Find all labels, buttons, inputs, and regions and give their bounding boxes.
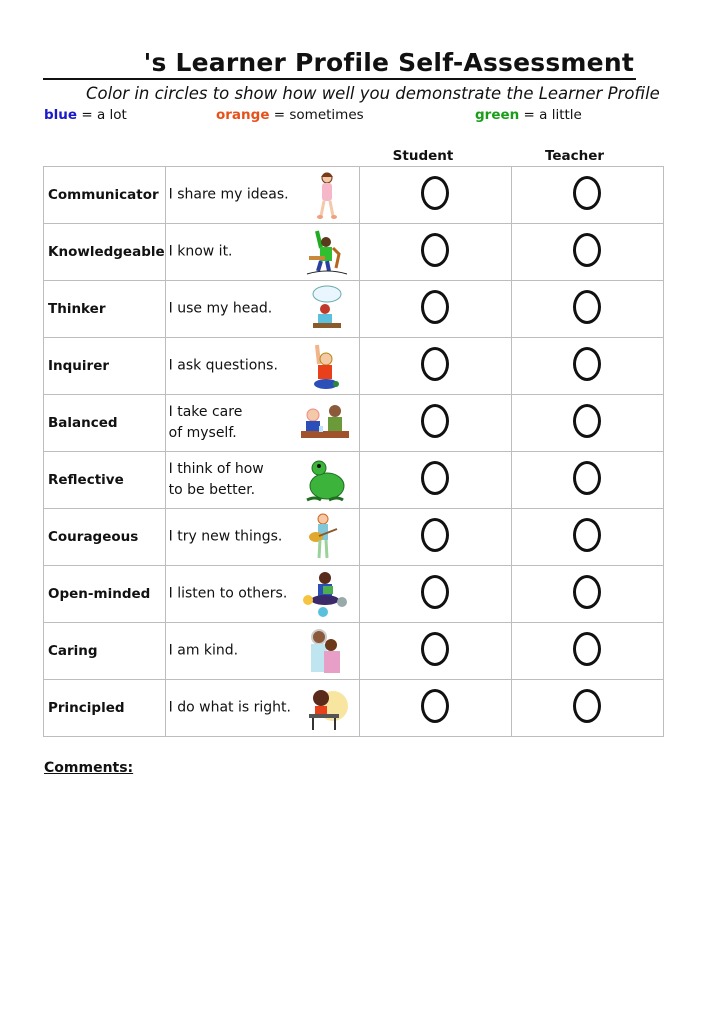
trait-description: I do what is right.	[168, 699, 291, 716]
legend-color-word: blue	[44, 107, 78, 123]
student-rating-circle[interactable]	[421, 632, 449, 666]
table-row	[44, 167, 664, 224]
trait-description-cell	[165, 623, 359, 680]
child-guitar-icon	[299, 513, 351, 562]
trait-description-cell	[165, 338, 359, 395]
description-line: I think of how	[168, 461, 264, 477]
student-rating-cell[interactable]	[359, 680, 511, 737]
student-rating-circle[interactable]	[421, 575, 449, 609]
trait-description-cell	[165, 680, 359, 737]
hugging-grandparent-icon	[299, 627, 351, 676]
trait-description: I am kind.	[168, 642, 239, 659]
legend-blue	[44, 107, 127, 123]
student-rating-circle[interactable]	[421, 404, 449, 438]
trait-description-cell	[165, 452, 359, 509]
story-time-group-icon	[299, 570, 351, 619]
teacher-rating-cell[interactable]	[511, 224, 663, 281]
legend-orange	[216, 107, 364, 123]
name-blank-line[interactable]	[43, 48, 636, 80]
student-rating-cell[interactable]	[359, 566, 511, 623]
trait-name: Principled	[44, 680, 166, 737]
trait-name: Caring	[44, 623, 166, 680]
legend-color-word: orange	[216, 107, 270, 123]
teacher-column-header: Teacher	[544, 148, 605, 164]
child-at-desk-icon	[299, 684, 351, 733]
teacher-rating-cell[interactable]	[511, 338, 663, 395]
teacher-rating-circle[interactable]	[573, 404, 601, 438]
teacher-rating-cell[interactable]	[511, 680, 663, 737]
table-row	[44, 452, 664, 509]
teacher-rating-cell[interactable]	[511, 452, 663, 509]
student-rating-cell[interactable]	[359, 167, 511, 224]
kids-eating-icon	[299, 399, 351, 448]
trait-name: Courageous	[44, 509, 166, 566]
trait-name: Open-minded	[44, 566, 166, 623]
description-line: I take care	[168, 404, 243, 420]
trait-description-cell	[165, 566, 359, 623]
student-rating-circle[interactable]	[421, 689, 449, 723]
trait-name: Communicator	[44, 167, 166, 224]
legend-meaning: = a little	[523, 107, 582, 123]
trait-description: I listen to others.	[168, 585, 288, 602]
student-column-header: Student	[392, 148, 454, 164]
teacher-rating-cell[interactable]	[511, 281, 663, 338]
girl-talking-icon	[299, 171, 351, 220]
student-rating-circle[interactable]	[421, 176, 449, 210]
trait-description-cell	[165, 395, 359, 452]
trait-name: Reflective	[44, 452, 166, 509]
teacher-rating-cell[interactable]	[511, 509, 663, 566]
legend-color-word: green	[475, 107, 520, 123]
table-row	[44, 224, 664, 281]
teacher-rating-circle[interactable]	[573, 461, 601, 495]
teacher-rating-circle[interactable]	[573, 518, 601, 552]
legend-green	[475, 107, 582, 123]
student-rating-cell[interactable]	[359, 452, 511, 509]
student-rating-cell[interactable]	[359, 281, 511, 338]
trait-name: Inquirer	[44, 338, 166, 395]
trait-description-cell	[165, 509, 359, 566]
trait-description	[169, 402, 243, 444]
learner-profile-table	[43, 166, 664, 737]
teacher-rating-circle[interactable]	[573, 575, 601, 609]
trait-description	[169, 459, 264, 501]
student-rating-cell[interactable]	[359, 509, 511, 566]
trait-description: I share my ideas.	[168, 186, 289, 203]
table-row	[44, 623, 664, 680]
trait-name: Knowledgeable	[44, 224, 166, 281]
student-raising-hand-at-desk-icon	[299, 228, 351, 277]
trait-description: I know it.	[168, 243, 233, 260]
trait-description: I use my head.	[168, 300, 273, 317]
teacher-rating-circle[interactable]	[573, 347, 601, 381]
student-rating-circle[interactable]	[421, 290, 449, 324]
description-line: of myself.	[168, 425, 237, 441]
student-rating-cell[interactable]	[359, 395, 511, 452]
trait-description: I try new things.	[168, 528, 283, 545]
legend-meaning: = a lot	[81, 107, 127, 123]
student-rating-circle[interactable]	[421, 461, 449, 495]
teacher-rating-cell[interactable]	[511, 623, 663, 680]
student-rating-circle[interactable]	[421, 347, 449, 381]
table-row	[44, 566, 664, 623]
trait-description-cell	[165, 167, 359, 224]
student-rating-circle[interactable]	[421, 233, 449, 267]
student-rating-circle[interactable]	[421, 518, 449, 552]
table-row	[44, 338, 664, 395]
teacher-rating-circle[interactable]	[573, 689, 601, 723]
table-row	[44, 509, 664, 566]
teacher-rating-circle[interactable]	[573, 233, 601, 267]
child-thinking-bubble-icon	[299, 285, 351, 334]
table-row	[44, 281, 664, 338]
table-row	[44, 395, 664, 452]
student-rating-cell[interactable]	[359, 224, 511, 281]
trait-name: Thinker	[44, 281, 166, 338]
instructions: Color in circles to show how well you demonstrate the Learner Profile	[86, 84, 660, 103]
trait-name: Balanced	[44, 395, 166, 452]
table-row	[44, 680, 664, 737]
trait-description-cell	[165, 224, 359, 281]
description-line: to be better.	[168, 482, 256, 498]
student-rating-cell[interactable]	[359, 623, 511, 680]
teacher-rating-cell[interactable]	[511, 167, 663, 224]
page-title: 's Learner Profile Self-Assessment	[143, 48, 634, 77]
thinking-frog-icon	[299, 456, 351, 505]
legend-meaning: = sometimes	[273, 107, 364, 123]
teacher-rating-circle[interactable]	[573, 176, 601, 210]
child-raising-hand-icon	[299, 342, 351, 391]
comments-label: Comments:	[44, 760, 134, 776]
teacher-rating-circle[interactable]	[573, 632, 601, 666]
trait-description-cell	[165, 281, 359, 338]
student-rating-cell[interactable]	[359, 338, 511, 395]
teacher-rating-circle[interactable]	[573, 290, 601, 324]
trait-description: I ask questions.	[168, 357, 278, 374]
teacher-rating-cell[interactable]	[511, 395, 663, 452]
teacher-rating-cell[interactable]	[511, 566, 663, 623]
